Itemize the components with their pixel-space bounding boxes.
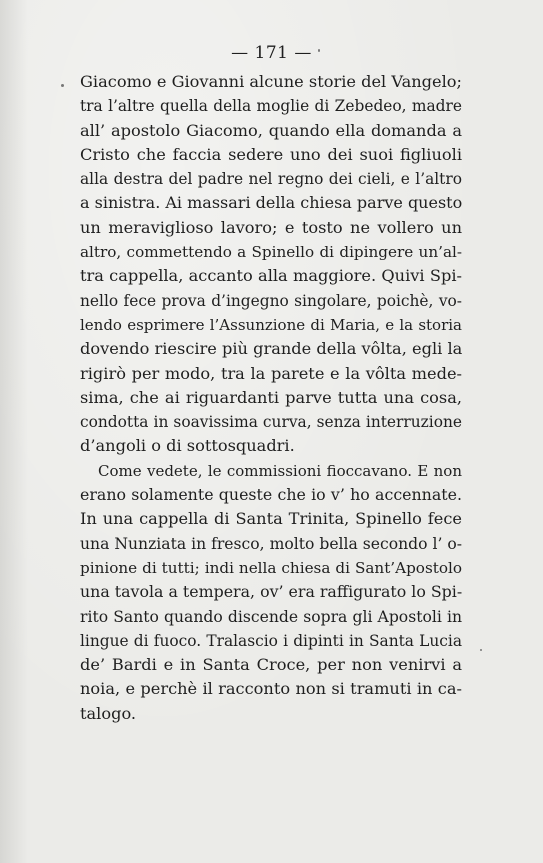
text-line: pinione di tutti; indi nella chiesa di Sant’Apostolo [80,558,462,577]
body-text [80,70,462,726]
text-line: noia, e perchè il racconto non si tramuti in ca- [80,679,462,699]
paragraph-2 [80,459,462,726]
text-line: dovendo riescire più grande della vôlta, egli la [80,339,463,359]
text-line: sima, che ai riguardanti parve tutta una cosa, [80,387,462,407]
text-line: condotta in soavissima curva, senza interruzione [80,413,462,432]
text-line: tra l’altre quella della moglie di Zebedeo, madre [80,97,462,116]
paper-speck [480,649,482,651]
text-line: Come vedete, le commissioni fioccavano. E non [98,461,462,480]
text-line: Cristo che faccia sedere uno dei suoi figliuoli [80,144,462,164]
text-line: lingue di fuoco. Tralascio i dipinti in Santa Lucia [80,631,462,650]
text-line: In una cappella di Santa Trinita, Spinello fece [80,509,462,529]
text-line: nello fece prova d’ingegno singolare, poichè, vo- [80,291,462,310]
text-line: tra cappella, accanto alla maggiore. Quivi Spi- [80,266,462,286]
text-line: altro, commettendo a Spinello di dipingere un’al- [80,243,462,262]
text-line: alla destra del padre nel regno dei cieli, e l’altro [80,170,462,189]
text-line: a sinistra. Ai massari della chiesa parve questo [80,193,463,213]
text-line: una Nunziata in fresco, molto bella secondo l’ o- [80,534,463,553]
text-line: rigirò per modo, tra la parete e la vôlta mede- [80,363,462,383]
text-line: rito Santo quando discende sopra gli Apostoli in [80,607,462,626]
text-line: una tavola a tempera, ov’ era raffigurato lo Spi- [80,582,463,602]
text-line: Giacomo e Giovanni alcune storie del Vangelo; [80,72,462,91]
paragraph-1 [80,70,462,459]
text-line: de’ Bardi e in Santa Croce, per non venirvi a [80,655,462,675]
text-line: erano solamente queste che io v’ ho accennate. [80,485,462,505]
paper-speck [61,84,64,87]
text-line: d’angoli o di sottosquadri. [80,436,295,456]
binding-shadow [0,0,28,863]
text-line: talogo. [80,703,137,723]
text-line: all’ apostolo Giacomo, quando ella domanda a [80,120,462,140]
page-number: — 171 — [231,43,312,63]
text-line: lendo esprimere l’Assunzione di Maria, e la storia [80,315,462,334]
text-line: un meraviglioso lavoro; e tosto ne vollero un [80,217,462,237]
paper-speck [318,49,320,52]
